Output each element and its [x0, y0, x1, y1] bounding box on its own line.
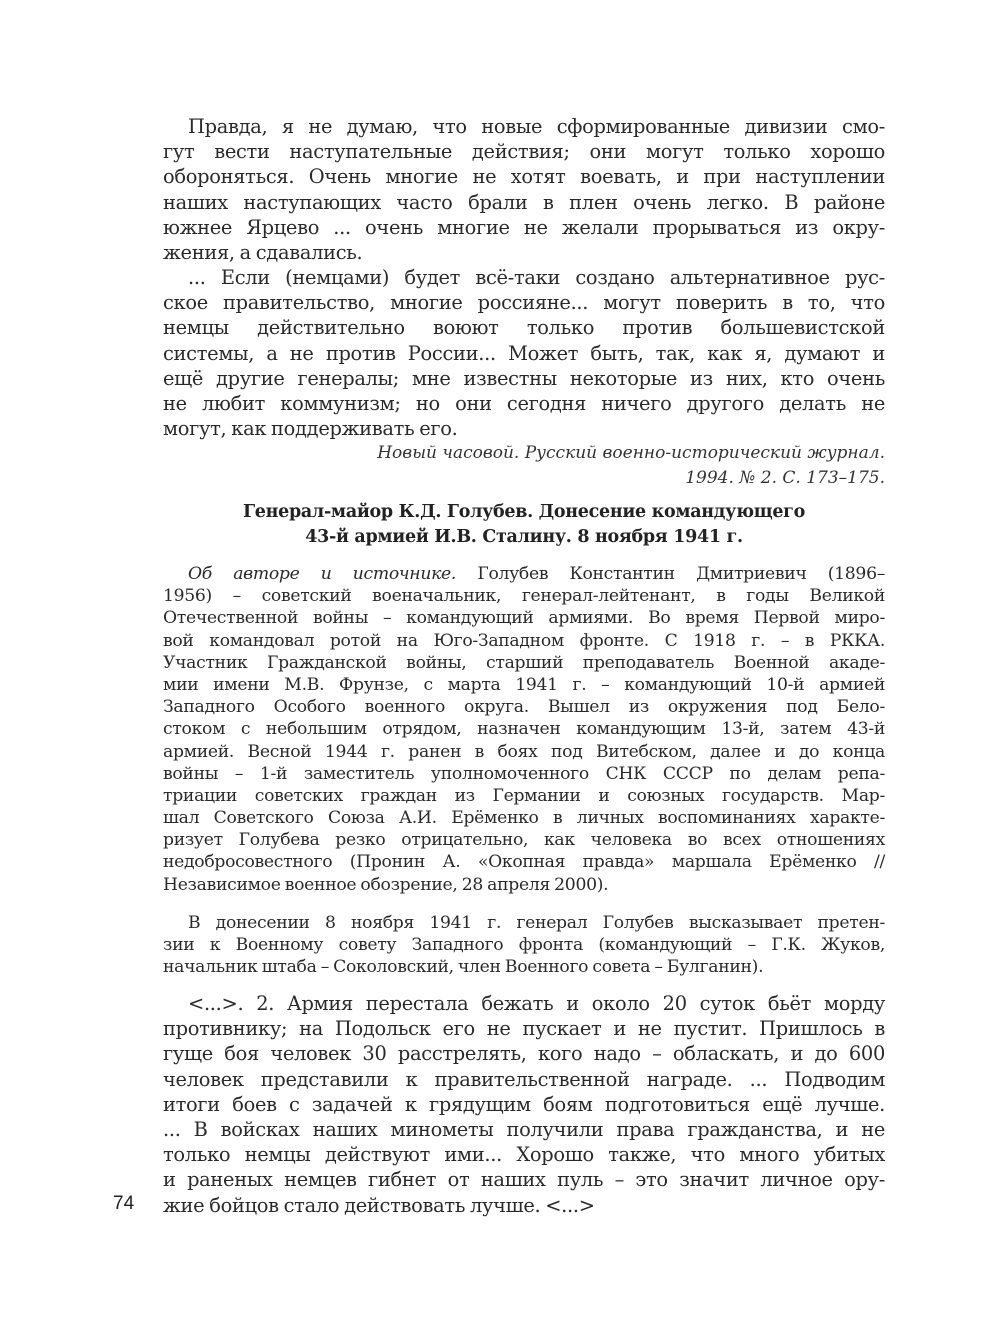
text-line: итоги боев с задачей к грядущим боям подготовиться ещё лучше.	[163, 1092, 885, 1116]
text-line: человек представили к правительственной награде. ... Подводим	[163, 1067, 885, 1091]
report-text-paragraph	[163, 991, 885, 1218]
text-line: Участник Гражданской войны, старший преподаватель Военной акаде-	[163, 652, 885, 673]
text-line: обороняться. Очень многие не хотят воевать, и при наступлении	[163, 165, 885, 189]
text-line: гут вести наступательные действия; они могут только хорошо	[163, 140, 885, 164]
page-number: 74	[113, 1193, 135, 1214]
text-line: немцы действительно воюют только против большевистской	[163, 316, 885, 340]
citation-line: Новый часовой. Русский военно-исторический журнал.	[377, 443, 885, 463]
text-line: жения, а сдавались.	[163, 240, 363, 264]
text-line: В донесении 8 ноября 1941 г. генерал Голубев высказывает претен-	[188, 913, 885, 933]
text-line: Независимое военное обозрение, 28 апреля 2000).	[163, 874, 609, 895]
text-line: 1956) – советский военачальник, генерал-лейтенант, в годы Великой	[163, 586, 885, 607]
text-line: Западного Особого военного округа. Вышел из окружения под Бело-	[163, 697, 885, 718]
quote-paragraph-2	[163, 265, 885, 441]
quote-paragraph-1	[163, 114, 885, 265]
text-line: наших наступающих часто брали в плен очень легко. В районе	[163, 190, 885, 214]
text-line: недобросовестного (Пронин А. «Окопная правда» маршала Ерёменко //	[163, 852, 885, 873]
source-citation	[377, 441, 885, 491]
text-line: южнее Ярцево ... очень многие не желали прорываться из окру-	[163, 215, 885, 239]
citation-line: 1994. № 2. С. 173–175.	[685, 468, 885, 488]
text-line: начальник штаба – Соколовский, член Военного совета – Булганин).	[163, 957, 764, 978]
text-line: ... В войсках наших минометы получили права гражданства, и не	[163, 1117, 885, 1141]
text-line: противнику; на Подольск его не пускает и не пустит. Пришлось в	[163, 1017, 885, 1041]
about-first-line: Голубев Константин Дмитриевич (1896–	[456, 564, 885, 584]
text-line: ризует Голубева резко отрицательно, как человека во всех отношениях	[163, 830, 885, 851]
text-line: стоком с небольшим отрядом, назначен командующим 13-й, затем 43-й	[163, 719, 885, 740]
section-heading	[163, 500, 885, 550]
heading-line: 43-й армией И.В. Сталину. 8 ноября 1941 г.	[305, 527, 743, 547]
text-line	[163, 563, 885, 585]
text-line: только немцы действуют ими... Хорошо также, что много убитых	[163, 1143, 885, 1167]
text-line: армией. Весной 1944 г. ранен в боях под Витебском, далее и до конца	[163, 741, 885, 762]
text-line: Отечественной войны – командующий армиями. Во время Первой миро-	[163, 608, 885, 629]
about-author-paragraph	[163, 563, 885, 896]
text-line: гуще боя человек 30 расстрелять, кого надо – обласкать, и до 600	[163, 1042, 885, 1066]
report-intro-paragraph	[163, 912, 885, 979]
text-line: ское правительство, многие россияне... могут поверить в то, что	[163, 291, 885, 315]
text-line: могут, как поддерживать его.	[163, 417, 458, 441]
heading-line: Генерал-майор К.Д. Голубев. Донесение командующего	[243, 502, 805, 522]
text-line: не любит коммунизм; но они сегодня ничего другого делать не	[163, 391, 885, 415]
text-line: <...>. 2. Армия перестала бежать и около 20 суток бьёт морду	[188, 992, 885, 1015]
text-line: вой командовал ротой на Юго-Западном фронте. С 1918 г. – в РККА.	[163, 630, 885, 651]
text-line: ... Если (немцами) будет всё-таки создано альтернативное рус-	[188, 266, 885, 289]
text-line: шал Советского Союза А.И. Ерёменко в личных воспоминаниях характе-	[163, 808, 885, 829]
text-line: войны – 1-й заместитель уполномоченного СНК СССР по делам репа-	[163, 763, 885, 784]
about-label: Об авторе и источнике.	[188, 564, 457, 584]
text-line: зии к Военному совету Западного фронта (командующий – Г.К. Жуков,	[163, 935, 885, 956]
text-line: жие бойцов стало действовать лучше. <...>	[163, 1193, 595, 1217]
text-line: системы, а не против России... Может быть, так, как я, думают и	[163, 341, 885, 365]
text-line: ещё другие генералы; мне известны некоторые из них, кто очень	[163, 366, 885, 390]
text-line: Правда, я не думаю, что новые сформированные дивизии смо-	[188, 115, 885, 138]
text-line: мии имени М.В. Фрунзе, с марта 1941 г. – командующий 10-й армией	[163, 674, 885, 695]
text-line: и раненых немцев гибнет от наших пуль – это значит личное ору-	[163, 1168, 885, 1192]
text-line: триации советских граждан из Германии и союзных государств. Мар-	[163, 785, 885, 806]
